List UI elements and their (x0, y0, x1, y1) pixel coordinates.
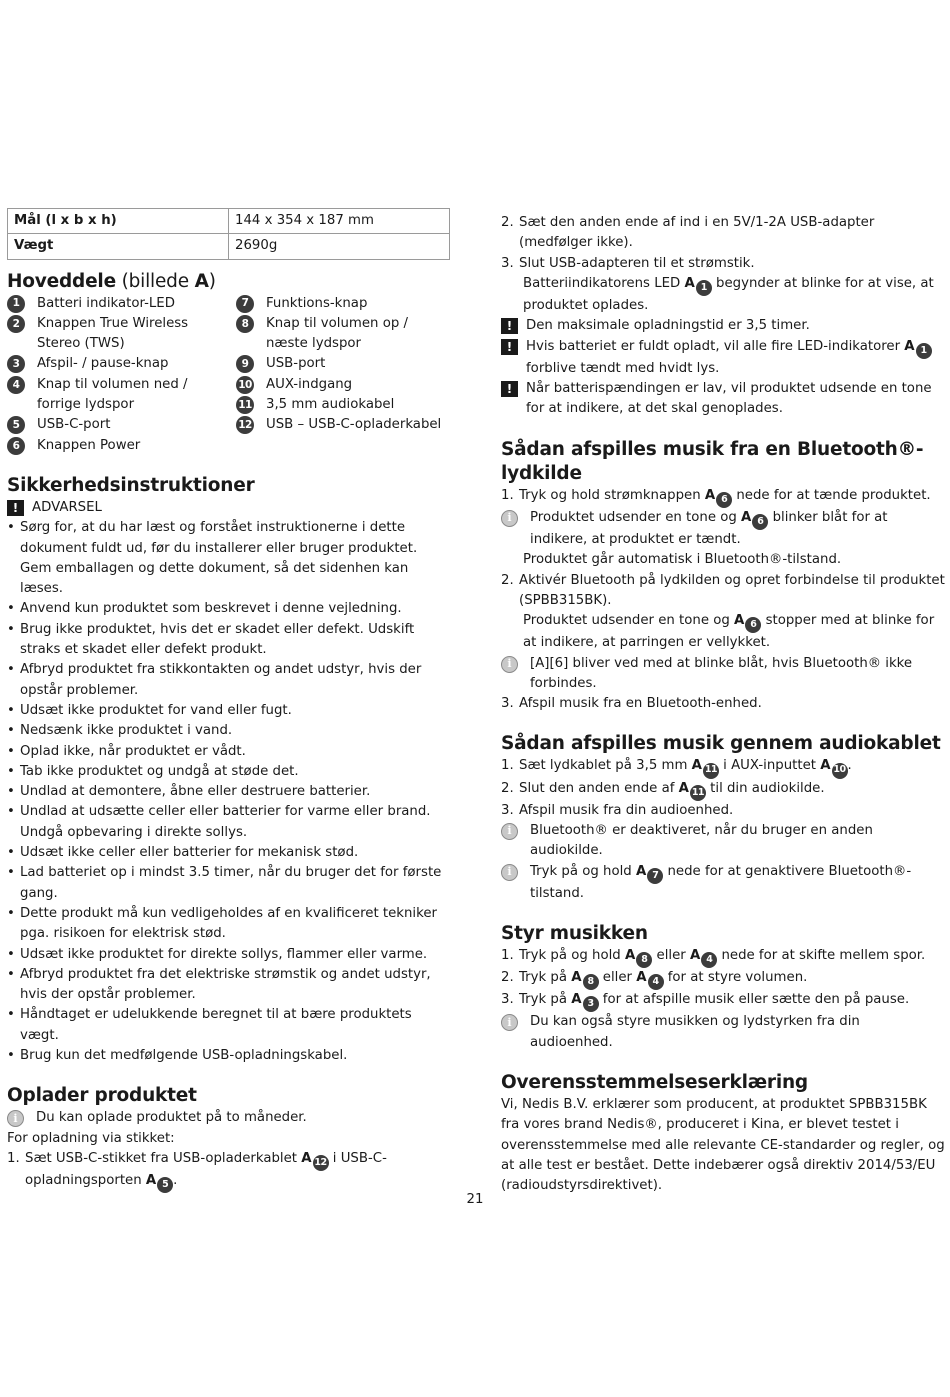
step-number: 1. (501, 487, 514, 503)
ref-badge: 10 (832, 763, 848, 779)
list-item: • Undlad at udsætte celler eller batterier for varme eller brand. Undgå opbevaring i direkte sollys. (7, 802, 451, 843)
list-item (236, 395, 451, 415)
step-text-part: Tryk på (519, 970, 572, 986)
ref-letter: A (624, 948, 636, 964)
step-text-part: til din audiokilde. (705, 780, 825, 796)
part-label: 3,5 mm audiokabel (266, 397, 395, 413)
info-icon: i (7, 1110, 24, 1127)
main-parts-list (7, 294, 451, 456)
charge-step-3 (501, 254, 945, 274)
ref-letter: A (678, 780, 689, 796)
step-number: 2. (501, 215, 514, 230)
ref-badge: 4 (648, 974, 664, 990)
spec-value: 144 x 354 x 187 mm (229, 209, 450, 234)
info-text: Du kan også styre musikken og lydstyrken fra din audioenhed. (530, 1014, 860, 1050)
ref-letter: A (734, 613, 745, 629)
main-parts-title: Hoveddele (7, 270, 116, 292)
list-item (236, 375, 451, 395)
charge-warning-1 (501, 316, 945, 336)
list-item: • Brug ikke produktet, hvis det er skadet eller defekt. Udskift straks et skadet eller defekt produkt. (7, 620, 451, 661)
step-text-part: Slut den anden ende af (519, 780, 679, 796)
left-column (7, 208, 451, 1193)
ref-badge: 5 (157, 1177, 173, 1193)
ref-letter: A (636, 970, 647, 986)
info-icon: i (501, 1014, 518, 1031)
list-item: • Undlad at demontere, åbne eller destruere batterier. (7, 782, 451, 802)
step-text (519, 779, 825, 801)
bt-step-1 (501, 486, 945, 508)
warning-text: Når batterispændingen er lav, vil produktet udsende en tone for at indikere, at det skal genoplades. (526, 381, 932, 417)
ref-letter: A (741, 509, 752, 525)
part-label: Knap til volumen op / næste lydspor (266, 315, 408, 352)
step-text-part: nede for at skifte mellem spor. (717, 948, 926, 964)
table-row (8, 234, 450, 259)
list-item: • Udsæt ikke produktet for direkte sollys, flammer eller varme. (7, 945, 451, 965)
info-text (530, 862, 945, 904)
warning-text-part: Hvis batteriet er fuldt opladt, vil alle fire LED-indikatorer (526, 338, 905, 354)
charge-intro: For opladning via stikket: (7, 1130, 175, 1146)
ref-badge: 8 (583, 974, 599, 990)
part-number: 5 (7, 416, 25, 434)
music-step-2 (501, 968, 945, 990)
charge-step-2 (501, 213, 945, 254)
table-row (8, 209, 450, 234)
charge-info-text: Du kan oplade produktet på to måneder. (36, 1110, 307, 1126)
list-item: • Nedsænk ikke produktet i vand. (7, 721, 451, 741)
aux-info-1 (501, 821, 945, 862)
step-number: 2. (501, 780, 514, 796)
info-text: Bluetooth® er deaktiveret, når du bruger en anden audiokilde. (530, 823, 873, 859)
info-text: [A][6] bliver ved med at blinke blåt, hvis Bluetooth® ikke forbindes. (530, 655, 913, 691)
step-text-part: Sæt USB-C-stikket fra USB-opladerkablet (25, 1150, 302, 1166)
list-item (7, 294, 236, 314)
info-text-part: nede for at genaktivere Bluetooth®-tilstand. (530, 863, 912, 901)
ref-letter: A (145, 1173, 157, 1189)
step-text-part: begynder at blinke for at vise, at produktet oplades. (523, 275, 934, 314)
aux-info-2 (501, 862, 945, 904)
part-number: 10 (236, 376, 254, 394)
step-number: 1. (501, 948, 514, 964)
info-text-part: blinker blåt for at indikere, at produktet er tændt. (530, 509, 888, 547)
list-item: • Oplad ikke, når produktet er vådt. (7, 742, 451, 762)
parts-left (7, 294, 236, 456)
music-step-1 (501, 946, 945, 968)
music-info-1 (501, 1012, 945, 1053)
ref-badge: 3 (583, 996, 599, 1012)
step-text-part: Tryk på og hold (519, 948, 625, 964)
ref-letter: A (904, 338, 915, 354)
part-label: Funktions-knap (266, 295, 368, 311)
main-parts-title-ref: A (194, 270, 209, 292)
step-text: Afspil musik fra din audioenhed. (519, 802, 734, 818)
ref-badge: 6 (752, 514, 768, 530)
list-item: • Håndtaget er udelukkende beregnet til at bære produktets vægt. (7, 1005, 451, 1046)
safety-list (7, 518, 451, 1066)
ref-letter: A (571, 970, 582, 986)
step-text: Slut USB-adapteren til et strømstik. (519, 255, 755, 271)
step-text-part: for at afspille musik eller sætte den på pause. (598, 992, 910, 1008)
list-item (7, 314, 236, 355)
list-item: • Anvend kun produktet som beskrevet i denne vejledning. (7, 599, 451, 619)
step-number: 1. (501, 758, 514, 774)
warning-text: Den maksimale opladningstid er 3,5 timer. (526, 318, 810, 334)
list-item (7, 415, 236, 435)
list-item (236, 354, 451, 374)
charge-info (7, 1108, 451, 1128)
ref-letter: A (691, 758, 702, 774)
step-text-part: Batteriindikatorens LED (523, 275, 685, 291)
ref-badge: 11 (703, 763, 719, 779)
ref-letter: A (820, 758, 831, 774)
part-number: 4 (7, 376, 25, 394)
step-number: 2. (501, 970, 514, 986)
warning-triangle-icon: ! (7, 500, 24, 516)
part-number: 9 (236, 355, 254, 373)
charge-step-1 (7, 1149, 451, 1193)
warning-triangle-icon: ! (501, 339, 518, 355)
step-number: 3. (501, 802, 514, 818)
charge-step-3-sub (501, 274, 945, 316)
ref-letter: A (704, 487, 716, 503)
part-label: USB-C-port (37, 417, 111, 433)
step-text-part: for at styre volumen. (663, 970, 808, 986)
list-item: • Afbryd produktet fra det elektriske strømstik og andet udstyr, hvis der opstår problemer. (7, 965, 451, 1006)
step-text-part: Tryk på (519, 992, 572, 1008)
part-label: Afspil- / pause-knap (37, 356, 169, 372)
aux-heading: Sådan afspilles musik gennem audiokablet (501, 733, 941, 755)
ref-letter: A (571, 992, 582, 1008)
warning-label-row (7, 498, 451, 518)
list-item (236, 294, 451, 314)
main-parts-title-rest: (billede (115, 270, 195, 292)
step-text (519, 968, 807, 990)
part-label: USB-port (266, 356, 326, 372)
ref-badge: 6 (716, 492, 732, 508)
part-number: 12 (236, 416, 254, 434)
ref-badge: 6 (745, 617, 761, 633)
right-column (501, 208, 945, 1197)
step-text-part: eller (598, 970, 637, 986)
ref-badge: 1 (916, 343, 932, 359)
part-label: AUX-indgang (266, 376, 353, 392)
ref-badge: 12 (313, 1155, 329, 1171)
ref-badge: 11 (690, 785, 706, 801)
part-number: 8 (236, 315, 254, 333)
step-text-part: i USB-C-opladningsporten (25, 1150, 387, 1189)
ref-badge: 8 (636, 952, 652, 968)
step-text-part: nede for at tænde produktet. (732, 487, 931, 503)
info-icon: i (501, 656, 518, 673)
step-number: 3. (501, 696, 514, 712)
warning-text (526, 337, 945, 379)
warning-text-part: forblive tændt med hvidt lys. (526, 360, 720, 376)
list-item: • Tab ikke produktet og undgå at støde det. (7, 762, 451, 782)
step-number: 3. (501, 992, 514, 1008)
list-item (7, 354, 236, 374)
aux-step-2 (501, 779, 945, 801)
info-icon: i (501, 510, 518, 527)
main-parts-title-close: ) (208, 270, 216, 292)
step-number: 3. (501, 255, 514, 271)
charge-warning-3 (501, 379, 945, 420)
list-item: • Sørg for, at du har læst og forstået instruktionerne i dette dokument fuldt ud, før du installerer eller bruger produktet. Gem emballagen og dette dokument, så det sidenhen kan læses. (7, 518, 451, 599)
list-item (236, 415, 451, 435)
part-label: USB – USB-C-opladerkabel (266, 417, 442, 433)
part-number: 7 (236, 295, 254, 313)
part-number: 2 (7, 315, 25, 333)
bt-step-1-sub: Produktet går automatisk i Bluetooth®-tilstand. (523, 552, 842, 568)
conformity-text: Vi, Nedis B.V. erklærer som producent, at produktet SPBB315BK fra vores brand Nedis®, produceret i Kina, er blevet testet i overensstemmelse med alle relevante CE-standarder og regler, og at alle test er bestået. Dette indebærer også direktiv 2014/53/EU (radioudstyrsdirektivet). (501, 1097, 945, 1194)
step-number: 2. (501, 572, 514, 588)
safety-heading: Sikkerhedsinstruktioner (7, 474, 255, 496)
info-icon: i (501, 864, 518, 881)
aux-step-1 (501, 756, 945, 778)
info-icon: i (501, 823, 518, 840)
bt-step-3 (501, 694, 945, 714)
info-text (530, 508, 945, 550)
step-text-part: Produktet udsender en tone og (523, 613, 735, 629)
bt-step-2-sub (501, 611, 945, 653)
main-parts-heading (7, 270, 451, 294)
bt-info-2 (501, 654, 945, 695)
step-number: 1. (7, 1150, 20, 1166)
part-number: 3 (7, 355, 25, 373)
warning-triangle-icon: ! (501, 381, 518, 397)
part-label: Knap til volumen ned / forrige lydspor (37, 376, 188, 413)
step-text-part: stopper med at blinke for at indikere, at parringen er vellykket. (523, 613, 935, 651)
music-heading: Styr musikken (501, 923, 648, 945)
step-text (519, 756, 852, 778)
ref-letter: A (684, 275, 695, 291)
step-text: Afspil musik fra en Bluetooth-enhed. (519, 696, 762, 712)
bt-step-2 (501, 571, 945, 612)
step-text: Sæt den anden ende af ind i en 5V/1-2A USB-adapter (medfølger ikke). (519, 215, 875, 251)
spec-key: Mål (l x b x h) (8, 209, 229, 234)
list-item: • Lad batteriet op i mindst 3.5 timer, når du bruger det for første gang. (7, 863, 451, 904)
step-text-part: Tryk og hold strømknappen (519, 487, 705, 503)
bt-heading: Sådan afspilles musik fra en Bluetooth®-lydkilde (501, 438, 924, 484)
part-number: 1 (7, 295, 25, 313)
warning-label: ADVARSEL (32, 499, 102, 515)
step-text-part: eller (652, 948, 690, 964)
step-text-part: . (173, 1173, 178, 1189)
parts-right (236, 294, 451, 456)
warning-triangle-icon: ! (501, 318, 518, 334)
part-number: 11 (236, 396, 254, 414)
charge-warning-2 (501, 337, 945, 379)
list-item: • Afbryd produktet fra stikkontakten og andet udstyr, hvis der opstår problemer. (7, 660, 451, 701)
page-number: 21 (466, 1192, 484, 1207)
step-text-part: Sæt lydkablet på 3,5 mm (519, 758, 692, 774)
step-text (519, 946, 925, 968)
step-text-part: i AUX-inputtet (718, 758, 821, 774)
spec-key: Vægt (8, 234, 229, 259)
ref-badge: 1 (696, 280, 712, 296)
list-item (236, 314, 451, 355)
step-text (519, 990, 909, 1012)
list-item: • Udsæt ikke celler eller batterier for mekanisk stød. (7, 843, 451, 863)
list-item: • Brug kun det medfølgende USB-opladningskabel. (7, 1046, 451, 1066)
list-item (7, 375, 236, 416)
list-item: • Udsæt ikke produktet for vand eller fugt. (7, 701, 451, 721)
bt-info-1 (501, 508, 945, 550)
list-item: • Dette produkt må kun vedligeholdes af en kvalificeret tekniker pga. risikoen for elektrisk stød. (7, 904, 451, 945)
ref-letter: A (301, 1150, 312, 1166)
step-text (25, 1149, 451, 1193)
info-text-part: Produktet udsender en tone og (530, 509, 742, 525)
charge-heading: Oplader produktet (7, 1085, 197, 1107)
ref-badge: 4 (701, 952, 717, 968)
music-step-3 (501, 990, 945, 1012)
part-label: Knappen True Wireless Stereo (TWS) (37, 315, 189, 352)
spec-value: 2690g (229, 234, 450, 259)
ref-letter: A (635, 863, 647, 879)
specs-table (7, 208, 450, 260)
step-text (519, 486, 931, 508)
part-number: 6 (7, 437, 25, 455)
part-label: Knappen Power (37, 437, 141, 453)
ref-letter: A (689, 948, 701, 964)
aux-step-3 (501, 801, 945, 821)
conformity-heading: Overensstemmelseserklæring (501, 1072, 808, 1094)
step-text: Aktivér Bluetooth på lydkilden og opret forbindelse til produktet (SPBB315BK). (519, 572, 945, 608)
ref-badge: 7 (647, 868, 663, 884)
list-item (7, 436, 236, 456)
step-text-part: . (847, 758, 852, 774)
info-text-part: Tryk på og hold (530, 863, 636, 879)
part-label: Batteri indikator-LED (37, 295, 175, 311)
